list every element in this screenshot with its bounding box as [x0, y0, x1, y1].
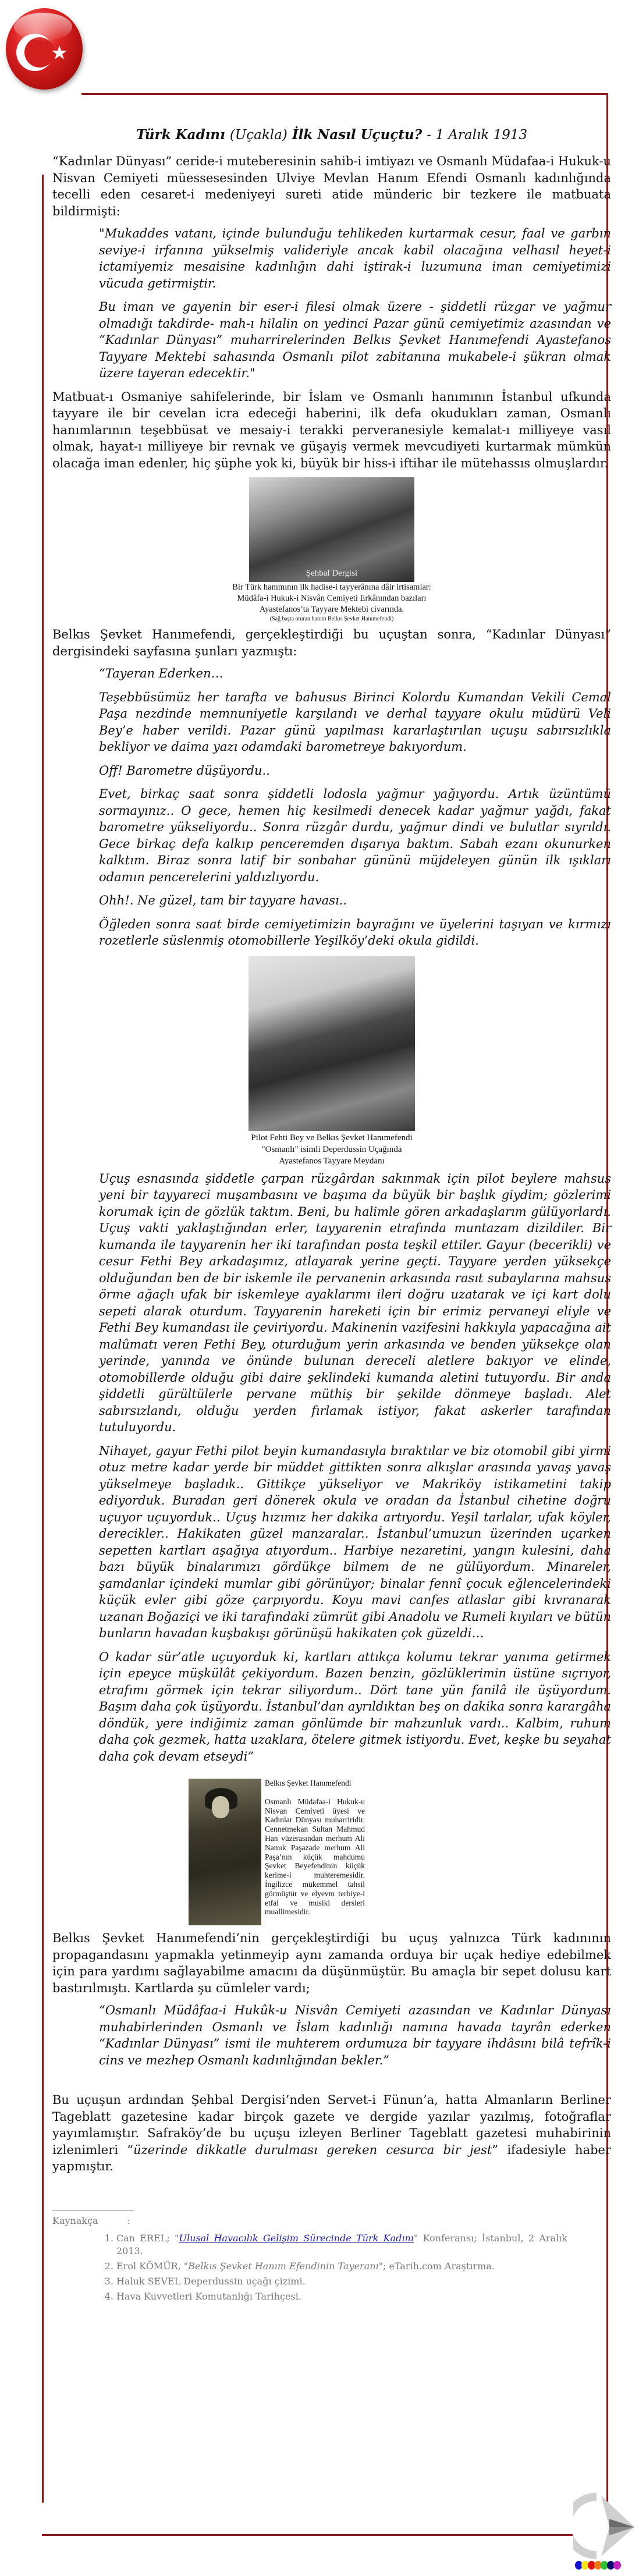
caption-line: Ayastefanos’ta Tayyare Mektebi civarında. [259, 605, 404, 614]
reference-item: 4. Hava Kuvvetleri Komutanlığı Tarihçesi. [116, 2290, 611, 2303]
pilot-photo-image [248, 956, 415, 1131]
reference-text: " Konferansı; İstanbul, 2 Aralık 2013. [116, 2232, 567, 2256]
frame-top-border [81, 93, 608, 95]
heading-label: Kaynakça [52, 2215, 98, 2226]
quote: Nihayet, gayur Fethi pilot beyin kumandasıyla bıraktılar ve biz otomobil gibi yirmi otuz metre kadar yerde bir müddet gittikten sonra alkışlar arasında yavaş yavaş yükselmeye başladık.. Gittikçe yükseliyor ve Makriköy istikametini takip ediyorduk. Buradan geri dönerek okula ve oradan da İstanbul cihetine doğru uçuyor uçuyorduk.. Uçuş hızımız her dakika artıyordu. Yeşil tarlalar, ufak köyler, derecikler.. Hakikaten güzel manzaralar.. İstanbul’umuzun üzerinden uçarken sepetten kartları aşağıya atıyordum.. Harbiye nezaretini, yangın kulesini, daha bazı büyük binalarımızı gördükçe bilmem de ne gülüyordum. Minareler, şamdanlar içindeki mumlar gibi görünüyor; binalar fennî çocuk eğlencelerindeki küçük evler gibi göze çarpıyordu. Koyu mavi canfes atlaslar gibi kıvranarak uzanan Boğaziçi ve iki tarafındaki zümrüt gibi Anadolu ve Rumeli kıyıları ve bütün bunların havadan kuşbakışı görünüşü hakikaten çok güzeldi… [99, 1443, 611, 1640]
title-part: İlk Nasıl Uçuçtu? [292, 127, 423, 143]
reference-link[interactable]: Ulusal Havacılık Gelişim Sürecinde Türk Kadını [179, 2232, 414, 2244]
caption-line: "Osmanlı" isimli Deperdussin Uçağında [261, 1144, 402, 1154]
portrait-photo-image [189, 1779, 261, 1925]
quote: Off! Barometre düşüyordu.. [99, 763, 270, 778]
references-section [52, 2210, 611, 2303]
references-list [52, 2232, 611, 2303]
site-logo-icon [573, 2491, 637, 2573]
page-title [52, 127, 611, 143]
figure-group-photo [52, 477, 611, 623]
figure-caption [52, 582, 611, 623]
quote: Uçuş esnasında şiddetle çarpan rüzgârdan sakınmak için pilot beylere mahsus yeni bir tayyareci muşambasını ve başıma da büyük bir başlık giydim; gözlerimi korumak için de gözlük taktım. Beni, bu halimle gören arkadaşlarım gülüyorlardı. Uçuş vakti yaklaştığından erler, tayyarenin etrafında muntazam dizildiler. Bir kumanda ile tayyarenin her iki tarafından posta teşkil ettiler. Gayur (becerikli) ve cesur Fethi Bey arkadaşımız, atlayarak yerine geçti. Tayyare yerden yüksekçe olduğundan ben de bir iskemle ile pervanenin arkasında rasıt subaylarına mahsus örme ağaçlı ufak bir iskemleye ayaklarımı ileri doğru uzatarak ve içi kart dolu sepeti alarak oturdum. Tayyarenin hareketi için bir erimiz pervaneyi eliyle ve Fethi Bey kumandası ile çeviriyordu. Makinenin vazifesini hakkıyla yapacağına ait malûmatı veren Fethi Bey, oturduğum yerin arkasında ve benden yüksekçe olan yerinde, yanında ve önünde bulunan dereceli aletlere bakıyor ve elinde, otomobillerde olduğu gibi daire şeklindeki kumanda aletini tutuyordu. Bir anda şiddetli gürültülerle pervane müthiş bir şekilde dönmeye başladı. Alet sabırsızlandı, olduğu yerden fırlamak istiyor, fakat askerler tarafından tutuluyordu. [99, 1171, 611, 1434]
photo-watermark: Şehbal Dergisi [306, 569, 358, 578]
article [52, 127, 611, 2305]
reference-title: Belkıs Şevket Hanım Efendinin Tayeranı [188, 2260, 379, 2272]
reference-text: Can EREL; " [116, 2232, 179, 2244]
quote: Evet, birkaç saat sonra şiddetli lodosla yağmur yağıyordu. Artık üzüntümü sormayınız.. O gece, hemen hiç kesilmedi denecek kadar yağmur yağdı, fakat barometre yükseliyordu.. Sonra rüzgâr durdu, yağmur dindi ve bulutlar sıyrıldı. Gece birkaç defa kalkıp penceremden dışarıya baktım. Sabah ezanı okunurken kalktım. Biraz sonra latif bir sonbahar gününü müjdeleyen günün ilk ışıkları odamın pencerelerini yaldızlıyordu. [99, 787, 611, 884]
caption-line: Müdâfa-i Hukuk-i Nisvân Cemiyeti Erkânından bazıları [237, 594, 427, 603]
bio-box [189, 1779, 611, 1925]
paragraph [52, 2092, 611, 2175]
reference-item [116, 2260, 611, 2273]
title-part: (Uçakla) [229, 127, 287, 143]
title-date: - 1 Aralık 1913 [427, 127, 528, 143]
quote: “Tayeran Ederken… [99, 666, 223, 680]
paragraph: Belkıs Şevket Hanımefendi’nin gerçekleştirdiği bu uçuş yalnızca Türk kadınının propagandasını yapmakla yetinmeyip aynı zamanda orduya bir uçak hediye edebilmek için para yardımı sağlayabilme amacını da düşünmüştür. Bu amaçla bir sepet dolusu kart bastırılmıştı. Kartlarda şu cümleler vardı; [52, 1931, 611, 1995]
reference-item: 3. Haluk SEVEL Deperdussin uçağı çizimi. [116, 2275, 611, 2288]
bio-title: Belkıs Şevket Hanımefendi [265, 1779, 352, 1787]
quote: Ohh!. Ne güzel, tam bir tayyare havası.. [99, 893, 347, 907]
paragraph: Belkıs Şevket Hanımefendi, gerçekleştirdiği bu uçuştan sonra, “Kadınlar Dünyası” dergisindeki sayfasına şunları yazmıştı: [52, 627, 611, 658]
quote: Teşebbüsümüz her tarafta ve bahusus Birinci Kolordu Kumandan Vekili Cemal Paşa nezdinde memnuniyetle karşılandı ve derhal tayyare okulu müdürü Veli Bey’e haber verildi. Pazar günü yapılması kararlaştırılan uçuşu sabırsızlıkla bekliyor ve daima yazı odamdaki barometreye bakıyordum. [99, 690, 611, 754]
emphasis-text: üzerinde dikkatle durulması gereken cesurca bir jest [133, 2142, 492, 2157]
quote: O kadar sür’atle uçuyorduk ki, kartları attıkça kolumu tekrar yanıma getirmek için epeyce müşkülât çekiyordum. Bazen benzin, gözlüklerimin üstüne sıçrıyor, etrafımı görmek için tekrar siliyordum.. Dört tane yün fanilâ ile üşüyordum. Başım daha çok üşüyordu. İstanbul’dan ayrıldıktan beş on dakika sonra karargâha döndük, yere indiğimiz zaman gönlümde bir mahzunluk vardı.. Kalbim, ruhum daha çok gezmek, hatta uzaklara, ötelere gitmek istiyordu. Evet, keşke bu seyahat daha çok devam etseydi” [99, 1649, 611, 1764]
paragraph-text: Bu uçuşun ardından Şehbal Dergisi’nden Servet-i Fünun’a, hatta Almanların Berliner Tageblatt gazetesine kadar birçok gazete ve dergide yazılar yazılmış, fotoğraflar yayımlamıştır. Safraköy’de bu uçuşu izleyen Berliner Tageblatt gazetesi muhabirinin izlenimleri “ [52, 2093, 611, 2157]
quote: Bu iman ve gayenin bir eser-i filesi olmak üzere - şiddetli rüzgar ve yağmur olmadığı takdirde- mah-ı hilalin on yedinci Pazar günü cemiyetimiz azasından ve “Kadınlar Dünyası” muharrirelerinden Belkıs Şevket Hanımefendi Ayastefanos Tayyare Mektebi sahasında Osmanlı pilot zabitanına mukabele-i şükran olmak üzere tayeran edecektir." [99, 300, 611, 380]
frame-left-border [42, 175, 44, 2503]
quote: “Osmanlı Müdâfaa-i Hukûk-u Nisvân Cemiyeti azasından ve Kadınlar Dünyası muhabirlerinden Osmanlı ve İslam kadınlığı namına havada tayrân ederken “Kadınlar Dünyası” ismi ile muhterem ordumuza bir tayyare ihdâsını bilâ tefrîk-i cins ve mezhep Osmanlı kadınlığından bekler.” [99, 2003, 611, 2067]
reference-item [116, 2232, 611, 2258]
figure-caption [52, 1132, 611, 1167]
paragraph: “Kadınlar Dünyası” ceride-i muteberesinin sahib-i imtiyazı ve Osmanlı Müdafaa-i Hukuk-u Nisvan Cemiyeti müessesesinden Ulviye Mevlan Hanım Efendi Osmanlı kadınlığında tecelli eden cesaret-i medeniyeyi sureti atide münderic bir tezkere ile matbuata bildirmişti: [52, 154, 611, 218]
turkish-flag-icon [6, 8, 83, 90]
frame-bottom-border [42, 2534, 573, 2536]
bio-description: Osmanlı Müdafaa-i Hukuk-u Nisvan Cemiyeti üyesi ve Kadınlar Dünyası muharriridir. Cennetmekan Sultan Mahmud Han vüzerasından merhum Ali Namık Paşazade merhum Ali Paşa’nın küçük mahdumu Şevket Beyefendinin küçük kerime-i muhteremesidir. İngilizce mükemmel tahsil görmüştür ve elyevm terbiye-i etfal ve musiki dersleri muallimesidir. [265, 1797, 365, 1917]
quote: "Mukaddes vatanı, içinde bulunduğu tehlikeden kurtarmak cesur, faal ve garbın seviye-i irfanına yükselmiş valideriyle ancak kabil olacağına velhasıl heyet-i ictamiyemiz mesaisine kadınlığın dahi iştirak-i luzumuna iman cemiyetimizi vücuda getirmiştir. [99, 226, 611, 290]
reference-text: Erol KÖMÜR, " [116, 2260, 189, 2272]
heading-colon: : [127, 2215, 130, 2226]
caption-note: (Sağ başta oturan hanım Belkıs Şevket Hanımefendi) [269, 616, 394, 622]
references-heading [52, 2215, 611, 2226]
group-photo-image [249, 477, 414, 582]
paragraph-text: ” ifadesiyle haber yapmıştır. [52, 2142, 611, 2173]
figure-pilot-photo [52, 956, 611, 1167]
caption-line: Ayastefanos Tayyare Meydanı [279, 1156, 385, 1166]
title-part: Türk Kadını [136, 127, 225, 143]
quote: Öğleden sonra saat birde cemiyetimizin bayrağını ve üyelerini taşıyan ve kırmızı rozetlerle süslenmiş otomobillerle Yeşilköy’deki okula gidildi. [99, 917, 611, 948]
caption-line: Pilot Fehti Bey ve Belkıs Şevket Hanımefendi [251, 1133, 413, 1142]
caption-line: Bir Türk hanımının ilk hadise-i tayyerânına dâir irtisamlar: [232, 583, 431, 592]
paragraph: Matbuat-ı Osmaniye sahifelerinde, bir İslam ve Osmanlı hanımının İstanbul ufkunda tayyare ile bir cevelan icra edeceği haberini, ilk defa okudukları zaman, Osmanlı hanımlarının teşebbüsat ve mesaiy-i terakki perveranesiyle kemalat-ı milliyeye vasıl olmak, hayat-ı milliyeye bir revnak ve güşayiş vermek mevcudiyeti kurtarmak mümkün olacağa iman edenler, hiç şüphe yok ki, büyük bir hiss-i iftihar ile mütehassıs olmuşlardır. [52, 389, 611, 470]
reference-text: "; eTarih.com Araştırma. [378, 2260, 495, 2272]
logo-color-dots [575, 2561, 620, 2570]
bio-text [265, 1779, 365, 1925]
